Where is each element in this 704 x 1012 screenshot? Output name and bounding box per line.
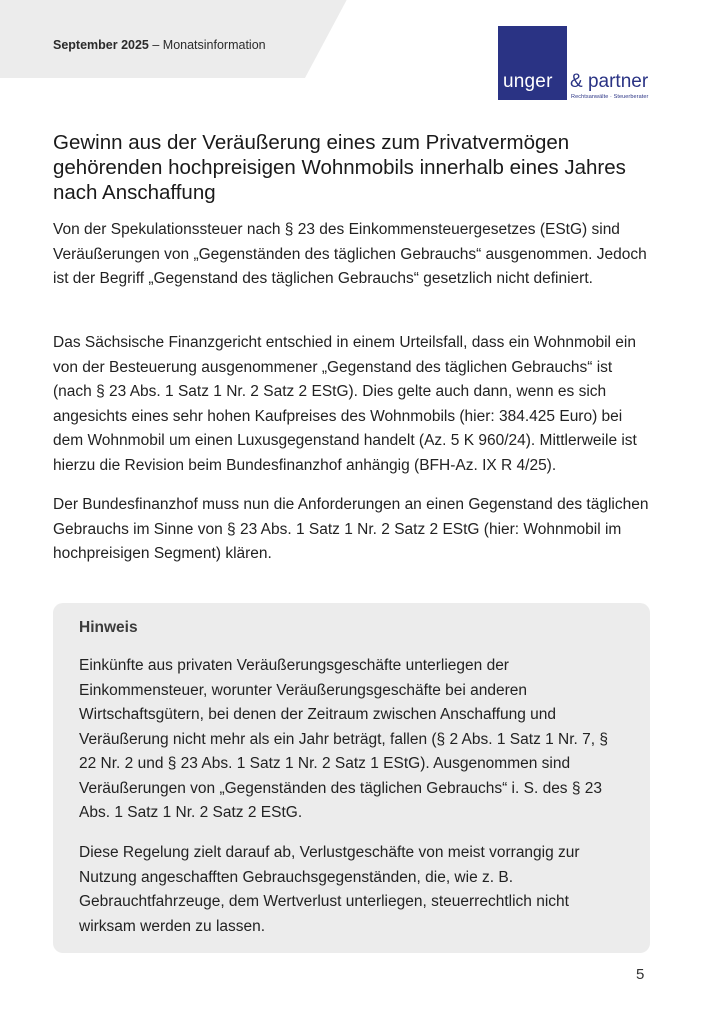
note-paragraph-2: Diese Regelung zielt darauf ab, Verlustgeschäfte von meist vorrangig zur Nutzung angeschafften Gebrauchsgegenständen, die, wie z. B. Gebrauchtfahrzeuge, dem Wertverlust unterliegen, steuerrechtlich nicht wirksam werden zu lassen.: [79, 844, 580, 935]
header-date: September 2025: [53, 38, 149, 52]
logo-tagline: Rechtsanwälte · Steuerberater: [571, 94, 649, 100]
article-title: Gewinn aus der Veräußerung eines zum Privatvermögen gehörenden hochpreisigen Wohnmobils innerhalb eines Jahres nach Anschaffung: [53, 131, 626, 204]
article-paragraph-3: Der Bundesfinanzhof muss nun die Anforderungen an einen Gegenstand des täglichen Gebrauchs im Sinne von § 23 Abs. 1 Satz 1 Nr. 2 Satz 2 EStG (hier: Wohnmobil im hochpreisigen Segment) klären.: [53, 496, 649, 562]
company-logo: [498, 26, 656, 102]
note-title: Hinweis: [79, 619, 138, 636]
note-paragraph-1: Einkünfte aus privaten Veräußerungsgeschäfte unterliegen der Einkommensteuer, worunter Veräußerungsgeschäfte bei anderen Wirtschaftsgütern, bei denen der Zeitraum zwischen Anschaffung und Veräußerung nicht mehr als ein Jahr beträgt, fallen (§ 2 Abs. 1 Satz 1 Nr. 7, § 22 Nr. 2 und § 23 Abs. 1 Satz 1 Nr. 2 Satz 1 EStG). Ausgenommen sind Veräußerungen von „Gegenständen des täglichen Gebrauchs“ i. S. des § 23 Abs. 1 Satz 1 Nr. 2 Satz 2 EStG.: [79, 657, 609, 821]
note-box: [53, 603, 650, 953]
header-info: [53, 38, 266, 52]
article-paragraph-1: Von der Spekulationssteuer nach § 23 des Einkommensteuergesetzes (EStG) sind Veräußerungen von „Gegenständen des täglichen Gebrauchs“ ausgenommen. Jedoch ist der Begriff „Gegenstand des täglichen Gebrauchs“ gesetzlich nicht definiert.: [53, 221, 647, 287]
header-subtitle: – Monatsinformation: [148, 38, 266, 52]
logo-word-unger: unger: [503, 71, 553, 92]
page-number: 5: [636, 966, 645, 983]
logo-word-partner: & partner: [570, 71, 649, 92]
article-paragraph-2: Das Sächsische Finanzgericht entschied in einem Urteilsfall, dass ein Wohnmobil ein von der Besteuerung ausgenommener „Gegenstand des täglichen Gebrauchs“ ist (nach § 23 Abs. 1 Satz 1 Nr. 2 Satz 2 EStG). Dies gelte auch dann, wenn es sich angesichts eines sehr hohen Kaufpreises des Wohnmobils (hier: 384.425 Euro) bei dem Wohnmobil um einen Luxusgegenstand handelt (Az. 5 K 960/24). Mittlerweile ist hierzu die Revision beim Bundesfinanzhof anhängig (BFH-Az. IX R 4/25).: [53, 334, 637, 474]
